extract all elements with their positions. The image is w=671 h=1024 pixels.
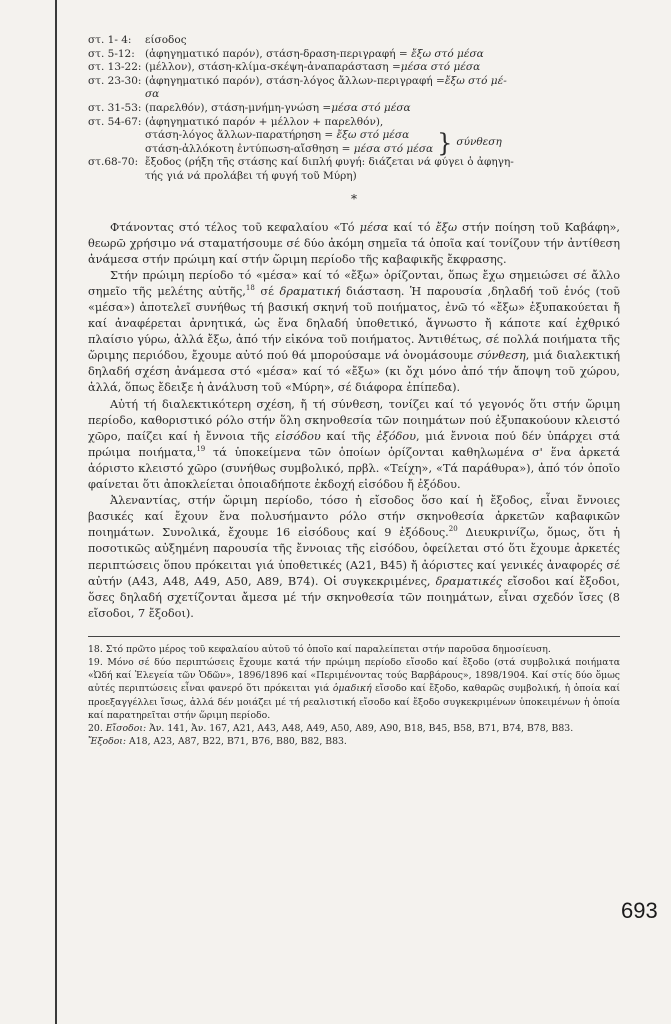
margin-rule [55,0,57,1024]
paragraph: Ἀλεναντίας, στήν ὥριμη περίοδο, τόσο ἡ εἴσοδος ὅσο καί ἡ ἔξοδος, εἶναι ἔννοιες βασικές καί ἔχουν ἕνα πολυσήμαντο ρόλο στήν σκηνοθεσία ἀρκετῶν καβαφικῶν ποιημάτων. Συνολικά, ἔχουμε 16 εἰσόδους καί 9 ἐξόδους.$^{20}$ Διευκρινίζω, ὅμως, ὅτι ἡ ποσοτικῶς αὐξημένη παρουσία τῆς ἔννοιας τῆς εἰσόδου, ὀφείλεται στό ὅτι ἔχουμε ἀρκετές περιπτώσεις ὅπου πρόκειται γιά ὑποθετικές (A21, B45) ἤ ἀόριστες καί γενικές ἀναφορές σέ αὐτήν (A43, A48, A49, A50, A89, B74). Οἱ συγκεκριμένες, δραματικές εἴσοδοι καί ἔξοδοι, ὅσες δηλαδή σχετίζονται ἄμεσα μέ τήν σκηνοθεσία τῶν ποιημάτων, εἶναι σχεδόν ἴσες (8 εἴσοδοι, 7 ἔξοδοι). [88,494,620,620]
outline-key: στ.68-70: [88,156,139,169]
outline-text: (μέλλον), στάση-κλίμα-σκέψη-ἀναπαράσταση = [145,61,401,74]
outline-row-brace [88,116,620,157]
outline-row [88,75,620,89]
footnote-ref: 20 [448,525,458,534]
outline-text: στάση-ἀλλόκοτη ἐντύπωση-αἴσθηση = [145,142,354,155]
outline-text: (ἀφηγηματικό παρόν + μέλλον + παρελθόν), [145,115,384,128]
outline-row [88,34,620,48]
outline-emphasis: ἔξω στό μέσα [411,47,484,60]
outline-key: στ. 5-12: [88,47,135,60]
outline-continuation: τής γιά νά προλάβει τή φυγή τοῦ Μύρη) [145,169,357,182]
footnote-ref: 18 [245,284,255,293]
outline-text: (ἀφηγηματικό παρόν), στάση-δραση-περιγραφή = [145,47,412,60]
outline-key: στ. 1- 4: [88,34,132,46]
footnote-20: 20. Εἴσοδοι: Ἀν. 141, Ἀν. 167, A21, A43, A48, A49, A50, A89, A90, B18, B45, B58, B71, B74, B78, B83. [88,723,574,735]
outline-text: ἔξοδος (ρήξη τῆς στάσης καί διπλή φυγή: διάζεται νά φύγει ὁ ἀφηγη- [145,156,514,169]
footnote-divider [88,636,620,637]
outline-continuation: σα [145,88,160,101]
footnote-20-exits: Ἔξοδοι: A18, A23, A87, B22, B71, B76, B80, B82, B83. [88,736,347,748]
outline-row [88,61,620,75]
outline-emphasis: μέσα στό μέσα [400,61,481,74]
paragraph: Φτάνοντας στό τέλος τοῦ κεφαλαίου «Τό μέσα καί τό ἔξω στήν ποίηση τοῦ Καβάφη», θεωρῶ χρήσιμο νά σταματήσουμε σέ δύο ἀκόμη σημεῖα τά ὁποῖα καί τονίζουν τήν ἀντίθεση ἀνάμεσα στήν πρώιμη καί στήν ὥριμη περίοδο τῆς καβαφικῆς ἔκφρασης. [88,220,620,266]
outline-row [88,102,620,116]
outline-key: στ. 31-53: [88,101,142,114]
outline-key: στ. 23-30: [88,74,142,87]
footnote-18: 18. Στό πρῶτο μέρος τοῦ κεφαλαίου αὐτοῦ τό ὁποῖο καί παραλείπεται στήν παροῦσα δημοσίευση. [88,643,551,655]
brace-label: σύνθεση [456,135,502,148]
paragraph: Αὐτή τή διαλεκτικότερη σχέση, ἤ τή σύνθεση, τονίζει καί τό γεγονός ὅτι στήν ὥριμη περίοδο, καθοριστικό ρόλο στήν ὅλη σκηνοθεσία τῶν ποιημάτων πού ἐξυπακούουν κλειστό χῶρο, παίζει καί ἡ ἔννοια τῆς εἰσόδου καί τῆς ἐξόδου, μιά ἔννοια πού δέν ὑπάρχει στά πρώιμα ποιήματα,$^{19}$ τά ὑποκείμενα τῶν ὁποίων ὁρίζονται καθηλωμένα σ' ἕνα ἀρκετά ἀόριστο κλειστό χῶρο (συνήθως συμβολικό, πρβλ. «Τείχη», «Τά παράθυρα»), ἀπό τόν ὁποῖο φαίνεται ὅτι ἀποκλείεται ὁποιαδήποτε ἐκδοχή εἰσόδου ἤ ἐξόδου. [88,397,620,492]
page-number: 693 [621,898,658,923]
outline-emphasis: ἔξω στό μέσα [336,129,410,142]
body-text [88,220,620,622]
outline-key: στ. 13-22: [88,61,142,74]
section-separator: * [351,191,357,206]
outline-row [88,48,620,62]
outline-text: (ἀφηγηματικό παρόν), στάση-λόγος ἄλλων-περιγραφή = [145,74,445,87]
outline-text: είσοδος [145,34,187,46]
outline-emphasis: μέσα στό μέσα [331,101,411,114]
text-column [88,34,620,749]
outline-row [88,156,620,170]
outline-text: (παρελθόν), στάση-μνήμη-γνώση = [145,101,332,114]
curly-brace-icon: } [437,128,453,158]
outline-emphasis: ἔξω στό μέ- [444,74,507,87]
footnote-19: 19. Μόνο σέ δύο περιπτώσεις ἔχουμε κατά τήν πρώιμη περίοδο εἴσοδο καί ἔξοδο (στά συμβολικά ποιήματα «Ὠδή καί Ἐλεγεία τῶν Ὁδῶν», 1896/1896 καί «Περιμένοντας τούς Βαρβάρους», 1898/1904. Καί στίς δύο ὅμως αὐτές περιπτώσεις εἶναι φανερό ὅτι πρόκειται γιά ὁμαδική εἴσοδο καί ἔξοδο, καθαρῶς συμβολική, ἡ ὁποία καί προεξαγγέλλει ἴσως, ἀλλά δέν μοιάζει μέ τή ρεαλιστική εἴσοδο καί ἔξοδο συγκεκριμένων ὑποκειμένων ἡ ὁποία καί παρατηρεῖται στήν ὥριμη περίοδο. [88,657,620,721]
footnote-ref: 19 [196,445,206,454]
paragraph: Στήν πρώιμη περίοδο τό «μέσα» καί τό «ἔξω» ὁρίζονται, ὅπως ἔχω σημειώσει σέ ἄλλο σημεῖο τῆς μελέτης αὐτῆς,$^{18}$ σέ δραματική διάσταση. Ἡ παρουσία ,δηλαδή τοῦ ἑνός (τοῦ «μέσα») ἀποτελεῖ συνήθως τή βασική σκηνή τοῦ ποιήματος, ἐνῶ τό «ἔξω» ἐξυπακούεται ἤ καί ἀναφέρεται ἀρνητικά, ὡς ἕνα δηλαδή ὑποθετικό, ἄγνωστο ἤ κάποτε καί ἐχθρικό πλαίσιο γύρω, ἀλλά ἔξω, ἀπό τήν εἰκόνα τοῦ ποιήματος. Ἀντιθέτως, σέ πολλά ποιήματα τῆς ὥριμης περιόδου, ἔχουμε αὐτό πού θά μπορούσαμε νά ὀνομάσουμε σύνθεση, μιά διαλεκτική δηλαδή σχέση ἀνάμεσα στό «μέσα» καί τό «ἔξω» (κι ὄχι μόνο ἀπό τήν ἄποψη τοῦ χώρου, ἀλλά, ὅπως ἔδειξε ἡ ἀνάλυση τοῦ «Μύρη», σέ διάφορα ἐπίπεδα). [88,268,620,395]
verse-outline [88,34,620,184]
outline-key: στ. 54-67: [88,115,142,128]
outline-text: στάση-λόγος ἄλλων-παρατήρηση = [145,129,337,142]
outline-emphasis: μέσα στό μέσα [353,142,434,155]
footnotes [88,643,620,749]
